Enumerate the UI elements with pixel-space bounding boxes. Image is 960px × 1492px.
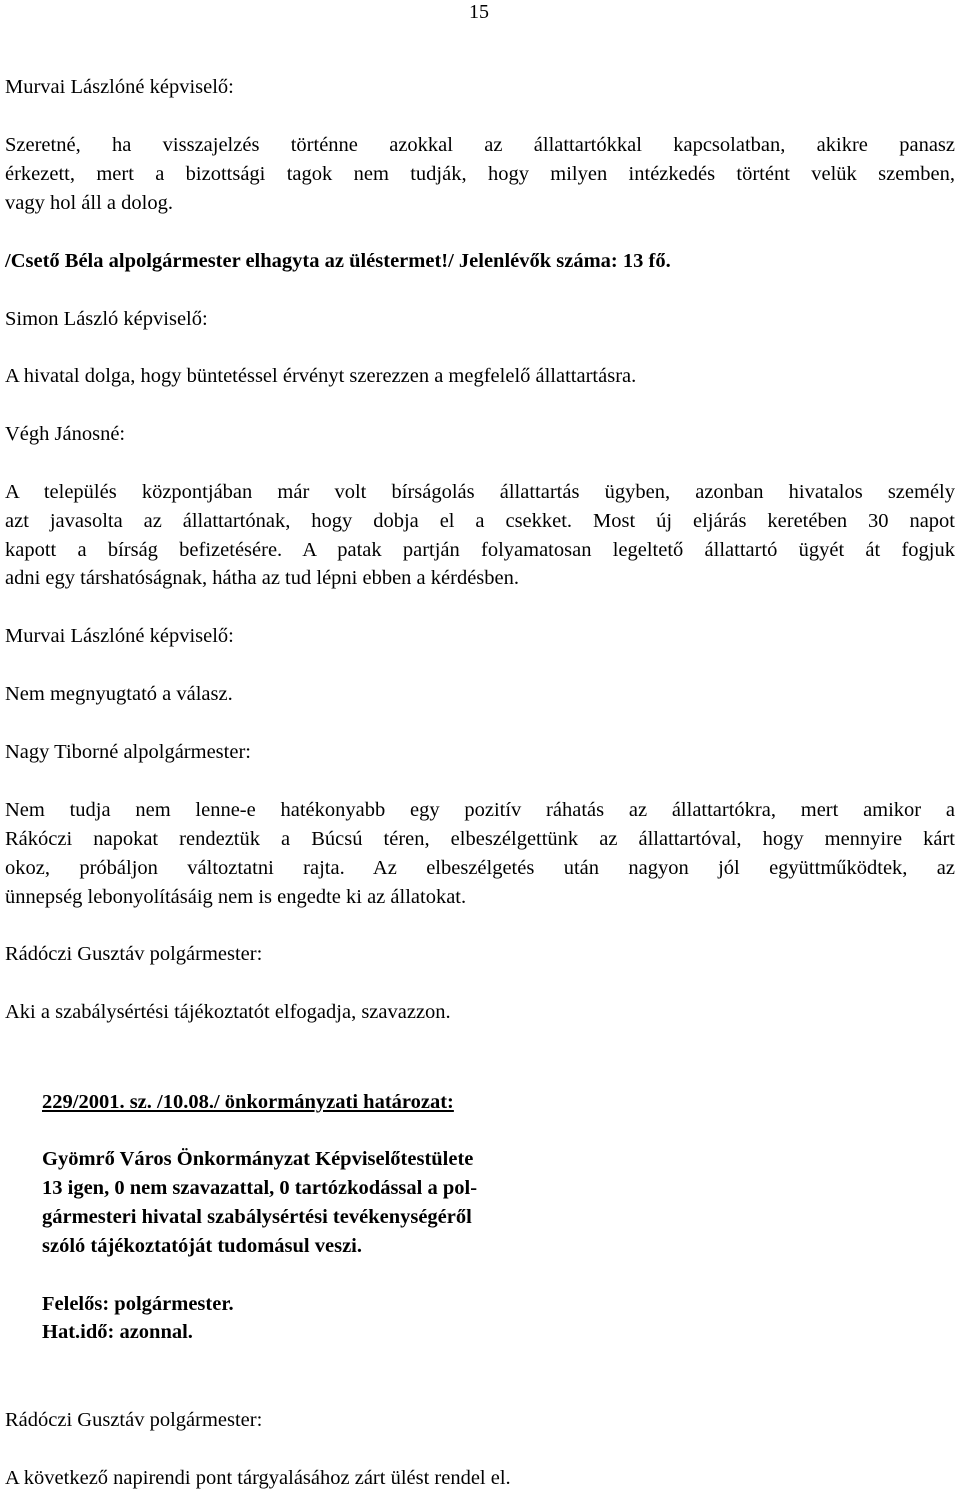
- resolution-line: Gyömrő Város Önkormányzat Képviselőtestülete: [42, 1148, 474, 1170]
- paragraph-line: adni egy társhatóságnak, hátha az tud lépni ebben a kérdésben.: [5, 567, 520, 589]
- resolution-responsible: Felelős: polgármester.: [42, 1293, 234, 1315]
- speaker-label: Végh Jánosné:: [5, 423, 126, 445]
- attendance-note: /Csető Béla alpolgármester elhagyta az üléstermet!/ Jelenlévők száma: 13 fő.: [5, 250, 671, 272]
- speaker-label: Rádóczi Gusztáv polgármester:: [5, 943, 263, 965]
- speaker-label: Murvai Lászlóné képviselő:: [5, 625, 234, 647]
- paragraph-line: Szeretné, ha visszajelzés történne azokkal az állattartókkal kapcsolatban, akikre panasz: [5, 134, 955, 156]
- resolution-line: szóló tájékoztatóját tudomásul veszi.: [42, 1235, 362, 1257]
- paragraph-line: Nem tudja nem lenne-e hatékonyabb egy pozitív ráhatás az állattartókra, mert amikor a: [5, 799, 955, 821]
- paragraph-line: Aki a szabálysértési tájékoztatót elfogadja, szavazzon.: [5, 1001, 451, 1023]
- paragraph-line: vagy hol áll a dolog.: [5, 192, 173, 214]
- speaker-label: Simon László képviselő:: [5, 308, 208, 330]
- paragraph-line: Rákóczi napokat rendeztük a Búcsú téren, elbeszélgettünk az állattartóval, hogy mennyire kárt: [5, 828, 955, 850]
- paragraph-line: érkezett, mert a bizottsági tagok nem tudják, hogy milyen intézkedés történt velük szemben,: [5, 163, 955, 185]
- resolution-line: 13 igen, 0 nem szavazattal, 0 tartózkodással a pol-: [42, 1177, 478, 1199]
- speaker-label: Rádóczi Gusztáv polgármester:: [5, 1409, 263, 1431]
- paragraph-line: okoz, próbáljon változtatni rajta. Az elbeszélgetés után nagyon jól együttműködtek, az: [5, 857, 955, 879]
- paragraph-line: Nem megnyugtató a válasz.: [5, 683, 233, 705]
- speaker-label: Murvai Lászlóné képviselő:: [5, 76, 234, 98]
- paragraph-line: kapott a bírság befizetésére. A patak partján folyamatosan legeltető állattartó ügyét át fogjuk: [5, 539, 955, 561]
- page-number: 15: [469, 1, 489, 23]
- paragraph-line: A hivatal dolga, hogy büntetéssel érvényt szerezzen a megfelelő állattartásra.: [5, 365, 637, 387]
- resolution-deadline: Hat.idő: azonnal.: [42, 1321, 193, 1343]
- paragraph-line: A következő napirendi pont tárgyalásához zárt ülést rendel el.: [5, 1467, 511, 1489]
- paragraph-line: ünnepség lebonyolításáig nem is engedte ki az állatokat.: [5, 886, 467, 908]
- paragraph-line: A település központjában már volt bírságolás állattartás ügyben, azonban hivatalos személy: [5, 481, 955, 503]
- resolution-title: 229/2001. sz. /10.08./ önkormányzati határozat:: [42, 1091, 454, 1113]
- resolution-line: gármesteri hivatal szabálysértési tevékenységéről: [42, 1206, 472, 1228]
- speaker-label: Nagy Tiborné alpolgármester:: [5, 741, 251, 763]
- paragraph-line: azt javasolta az állattartónak, hogy dobja el a csekket. Most új eljárás keretében 30 napot: [5, 510, 955, 532]
